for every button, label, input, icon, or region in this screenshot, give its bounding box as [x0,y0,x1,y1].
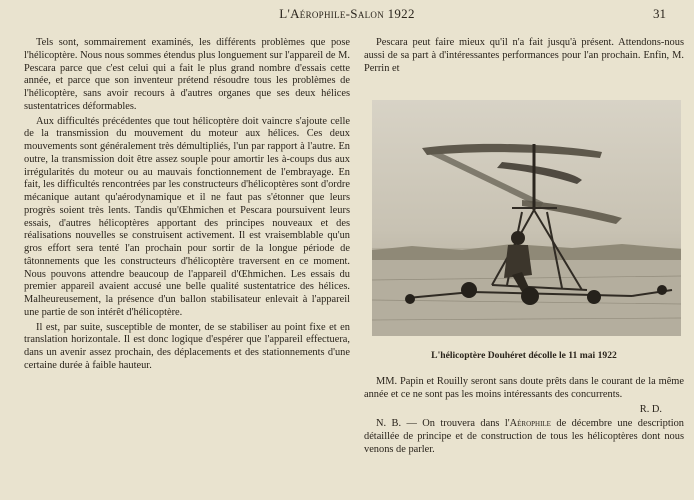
right-paragraph-1: Pescara peut faire mieux qu'il n'a fait jusqu'à présent. Attendons-nous aussi de sa part à d'intéressantes performances pour l'an prochain. Enfin, M. Perrin et [364,37,684,74]
page-header [0,6,694,26]
figure-caption: L'hélicoptère Douhéret décolle le 11 mai 1922 [431,350,617,361]
helicopter-photo-illustration [372,100,681,336]
left-column [24,37,350,373]
author-signature: R. D. [639,403,662,415]
running-header-title: L'Aérophile-Salon 1922 [279,6,415,21]
nota-bene-journal: Aérophile [509,418,551,430]
right-paragraph-2: MM. Papin et Rouilly seront sans doute prêts dans le courant de la même année et ce ne sont pas les moins intéressants des concurrents. [364,376,684,400]
nota-bene-suffix: de décembre une description détaillée de principe et de construction de tous les hélicoptères dont nous venons de parler. [364,418,684,455]
left-paragraph-2: Aux difficultés précédentes que tout hélicoptère doit vaincre s'ajoute celle de la transmission du mouvement du moteur aux hélices. Ces deux mouvements sont généralement très démultipliés, l'un par rapport à l'autre. En outre, la transmission doit être assez souple pour amortir les à-coups dus aux irrégularités du moteur ou au mauvais fonctionnement de l'embrayage. En fait, les difficultés rencontrées par les constructeurs d'hélicoptères sont d'ordre mécanique autant qu'aérodynamique et il ne faut pas s'étonner que leurs progrès soient très lents. Tandis qu'Œhmichen et Pescara poursuivent leurs essais, d'autres hélicoptères apportant des principes nouveaux et des réalisations nouvelles se construisent activement. Il est vraisemblable qu'un gros effort sera tenté l'an prochain pour sortir de la longue période de tâtonnements que les constructeurs d'hélicoptère traversent en ce moment. Nous pouvons attendre beaucoup de l'appareil d'Œhmichen. Les essais du premier appareil avaient accusé une belle qualité sustentatrice des hélices. Malheureusement, la présence d'un ballon stabilisateur enlevait à l'appareil une partie de son intérêt d'hélicoptère. [24,115,350,318]
nota-bene-paragraph [364,418,684,456]
helicopter-photo [372,100,681,336]
nota-bene-prefix: N. B. — On trouvera dans l' [376,418,510,430]
right-column-top [364,37,684,75]
right-column-bottom [364,376,684,457]
left-paragraph-3: Il est, par suite, susceptible de monter, de se stabiliser au point fixe et en translation horizontale. Il est donc logique d'espérer que l'appareil effectuera, dans un avenir assez prochain, des déplacements et des stationnements d'une certaine durée à faible hauteur. [24,321,350,371]
page-number: 31 [653,6,666,21]
left-paragraph-1: Tels sont, sommairement examinés, les différents problèmes que pose l'hélicoptère. Nous nous sommes étendus plus longuement sur l'appareil de M. Pescara parce que c'est celui qui a fait le plus grand nombre d'essais cette année, et parce que son inventeur prétend résoudre tous les problèmes de l'hélicoptère, sans avoir recours à d'autres organes que ses deux hélices sustentatrices déformables. [24,37,350,112]
